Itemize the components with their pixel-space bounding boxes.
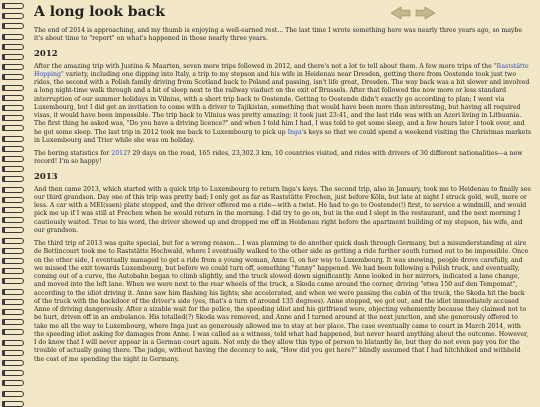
binding-ring	[2, 95, 24, 101]
binding-ring	[2, 248, 24, 254]
intro-paragraph: The end of 2014 is approaching, and my thumb is enjoying a well-earned rest... The last time I wrote something here was nearly three years ago, so maybe it's about time to "report" on what's happened in those nearly three years.	[34, 27, 523, 43]
binding-ring	[2, 360, 24, 366]
binding-ring	[2, 23, 24, 29]
binding-ring	[2, 166, 24, 172]
binding-ring	[2, 85, 24, 91]
binding-ring	[2, 146, 24, 152]
inga-link[interactable]: Inga	[287, 128, 302, 136]
paragraph-2013-1: And then came 2013, which started with a quick trip to Luxembourg to return Inga's keys. The second trip, also in January, took me to Heidenau to finally see our third grandson. Day one of this trip was pretty bad; I only got as far as Raststätte Frechen, just before Köln, but late at night I struck gold, well, more or less. A car with a MEI(ssen) plate stopped, and the driver offered me a ride—with a twist. He had to go to Oostende(!) first, to service a windmill, and would pick me up if I was still at Frechen when he would return in the morning. I did try to go on, but in the end I slept in the restaurant, and the next morning I cautiously waited. True to his word, the driver showed up and dropped me off in Heidenau right before the apartment building of my stepson, his wife, and our grandson.	[34, 185, 532, 234]
spiral-binding	[0, 0, 26, 405]
page-title: A long look back	[34, 4, 165, 20]
binding-ring	[2, 64, 24, 70]
binding-ring	[2, 125, 24, 131]
binding-ring	[2, 187, 24, 193]
paragraph-2012-1: After the amazing trip with Justina & Maarten, seven more trips followed in 2012, and there's not a lot to tell about them. A few more trips of the "Raststätte Hopping" variety, including one dipping into Italy, a trip to my stepson and his wife in Heidenau near Dresden, getting there from Oostende took just two rides, the second with a Polish family driving from Scotland back to Poland and passing, isn't life great, Dresden. The way back was a bit slower and involved a long night-time walk through and a bit of sleep next to the railway viaduct on the exit of Brussels. After that followed the now more or less standard interruption of our summer holidays in Vilnius, with a short trip back to Oostende. Getting to Oostende didn't exactly go according to plan; I went via Luxembourg, but I did get an invitation to come with a driver to Tajikistan, something that would have been more than interesting, but having all required visas, it would have been impossible. The trip back to Vilnius was pretty amazing; it took just 23:41, and the last ride was with an Azeri living in Lithuania. The first thing he asked was, "Do you have a driving licence?" and when I told him I had, I was told to get some sleep, and a few hours later I took over, and he got some sleep. The last trip in 2012 took me back to Luxembourg to pick up Inga's keys so that we could spend a weekend visiting the Christmas markets in Luxembourg and Trier while she was on holiday.	[34, 62, 532, 144]
binding-ring	[2, 329, 24, 335]
binding-ring	[2, 370, 24, 376]
binding-ring	[2, 380, 24, 386]
binding-ring	[2, 105, 24, 111]
binding-ring	[2, 299, 24, 305]
binding-ring	[2, 217, 24, 223]
binding-ring	[2, 197, 24, 203]
binding-ring	[2, 350, 24, 356]
section-heading-2013: 2013	[34, 171, 58, 182]
binding-ring	[2, 207, 24, 213]
stats-2012-link[interactable]: 2012	[111, 150, 128, 157]
binding-ring	[2, 319, 24, 325]
binding-ring	[2, 289, 24, 295]
binding-ring	[2, 115, 24, 121]
article	[34, 0, 532, 369]
binding-ring	[2, 227, 24, 233]
binding-ring	[2, 156, 24, 162]
binding-ring	[2, 309, 24, 315]
binding-ring	[2, 74, 24, 80]
binding-ring	[2, 401, 24, 407]
binding-ring	[2, 391, 24, 397]
binding-ring	[2, 44, 24, 50]
raststatte-hopping-link[interactable]: "Raststätte Hopping"	[34, 62, 529, 78]
binding-ring	[2, 136, 24, 142]
binding-ring	[2, 176, 24, 182]
binding-ring	[2, 340, 24, 346]
binding-ring	[2, 3, 24, 9]
binding-ring	[2, 278, 24, 284]
binding-ring	[2, 238, 24, 244]
binding-ring	[2, 34, 24, 40]
binding-ring	[2, 258, 24, 264]
section-heading-2012: 2012	[34, 48, 58, 59]
paragraph-2013-2: The third trip of 2013 was quite special, but for a wrong reason... I was planning to do another quick dash through Germany, but a misunderstanding at aire de Bettincourt took me to Raststätte Hochwald, where I eventually walked to the other side as getting a ride further south turned out to be impossible. Once on the other side, I eventually managed to get a ride from a young woman, Anne G, on her way to Luxembourg. It was snowing, people drove carefully, and we missed the exit towards Luxembourg, but before we could turn off, something "funny" happened. We had been following a Polish truck, and eventually, coming out of a curve, the Autobahn began to climb slightly, and the truck slowed down significantly. Anne looked in her mirrors, indicated a lane change, and moved into the left lane. When we were next to the rear wheels of the truck, a Skoda came around the corner, driving "etwa 150 auf den Tempomat", according to the idiot driving it. Anne saw him flashing his lights; she accelerated, and when we were passing the cabin of the truck, the Skoda hit the back of the truck with the backdoor of the driver's side (yes, that's a turn of around 135 degrees). Anne stopped, we got out, and the idiot immediately accused Anne of driving dangerously. After a sizable wait for the police, the speeding idiot and his girlfriend were, objecting vehemently because they claimed not to be hurt, driven off in an ambulance. His totalled(?) Skoda was removed, and Anne and I turned around at the next junction, and she generously offered to take me all the way to Luxembourg, where Inga just as generously allowed me to stay at her place. The case eventually came to court in March 2014, with the speeding idiot asking for damages from Anne. I was called as a witness, told what had happened, but never heard anything about the outcome. However, I do know that I will never appear in a German court again. Not only do they allow this type of person to blatantly lie, but they do not even pay you for the trouble of actually going there. The judge, without having the decency to ask, "How did you get here?" blindly assumed that I had hitchhiked and withheld the cost of me spending the night in Germany.	[34, 240, 529, 363]
binding-ring	[2, 54, 24, 60]
binding-ring	[2, 268, 24, 274]
paragraph-2012-2: The boring statistics for 2012? 29 days on the road, 165 rides, 23,302.3 km, 10 countries visited, and rides with drivers of 30 different nationalities—a new record! I'm so happy!	[34, 150, 523, 166]
binding-ring	[2, 13, 24, 19]
